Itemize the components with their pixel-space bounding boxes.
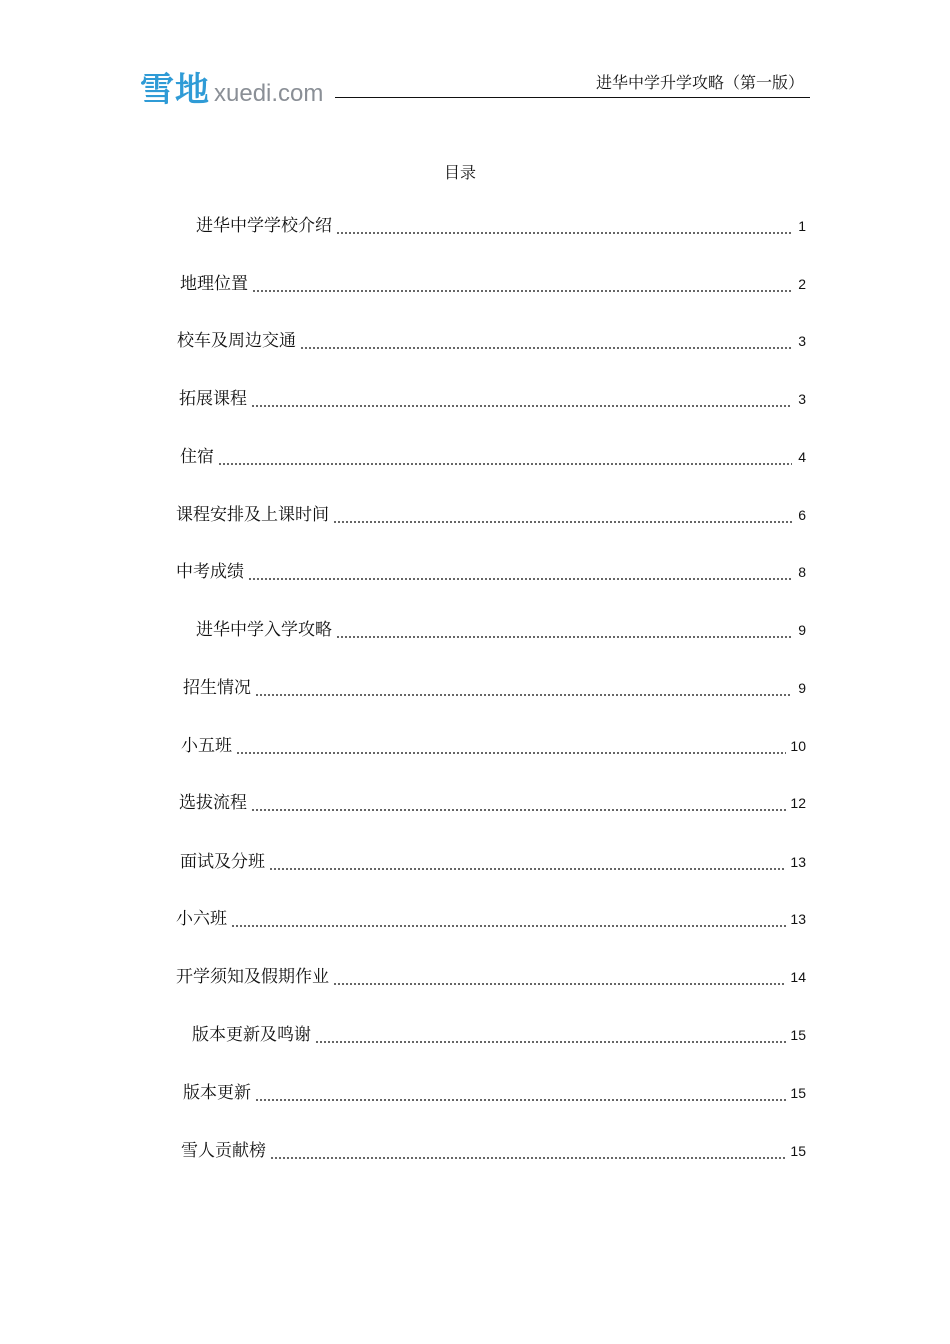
toc-entry[interactable] bbox=[179, 791, 806, 815]
toc-leader-dots bbox=[218, 445, 792, 469]
logo-chinese-text: 雪地 bbox=[140, 70, 210, 110]
toc-entry[interactable] bbox=[176, 965, 806, 989]
toc-leader-dots bbox=[300, 329, 792, 353]
toc-entry[interactable] bbox=[176, 503, 806, 527]
toc-leader-dots bbox=[251, 387, 792, 411]
toc-entry-page: 4 bbox=[798, 449, 806, 465]
toc-entry-label: 校车及周边交通 bbox=[177, 331, 296, 351]
logo-domain-text: xuedi.com bbox=[214, 80, 324, 107]
toc-entry-page: 10 bbox=[790, 738, 806, 754]
toc-entry[interactable] bbox=[176, 560, 806, 584]
toc-entry[interactable] bbox=[183, 676, 806, 700]
toc-entry-label: 版本更新 bbox=[183, 1083, 251, 1103]
toc-leader-dots bbox=[255, 676, 792, 700]
toc-entry-label: 进华中学学校介绍 bbox=[196, 216, 332, 236]
toc-leader-dots bbox=[255, 1081, 786, 1105]
toc-entry-page: 12 bbox=[790, 795, 806, 811]
toc-leader-dots bbox=[252, 272, 792, 296]
toc-entry-page: 6 bbox=[798, 507, 806, 523]
page-header bbox=[140, 60, 810, 110]
toc-entry-page: 15 bbox=[790, 1143, 806, 1159]
toc-leader-dots bbox=[236, 734, 786, 758]
toc-entry-label: 小六班 bbox=[176, 909, 227, 929]
toc-entry-label: 进华中学入学攻略 bbox=[196, 620, 332, 640]
toc-entry[interactable] bbox=[181, 1139, 806, 1163]
toc-leader-dots bbox=[333, 503, 792, 527]
toc-entry-page: 14 bbox=[790, 969, 806, 985]
toc-heading: 目录 bbox=[443, 163, 476, 182]
toc-entry[interactable] bbox=[179, 387, 806, 411]
toc-entry-page: 1 bbox=[798, 218, 806, 234]
toc-entry[interactable] bbox=[177, 329, 806, 353]
toc-entry-page: 9 bbox=[798, 622, 806, 638]
toc-entry-page: 2 bbox=[798, 276, 806, 292]
toc-entry[interactable] bbox=[196, 618, 806, 642]
toc-entry[interactable] bbox=[196, 214, 806, 238]
toc-leader-dots bbox=[270, 1139, 786, 1163]
toc-entry-label: 雪人贡献榜 bbox=[181, 1141, 266, 1161]
toc-entry[interactable] bbox=[192, 1023, 806, 1047]
toc-entry-page: 15 bbox=[790, 1027, 806, 1043]
toc-entry-label: 面试及分班 bbox=[180, 852, 265, 872]
toc-entry[interactable] bbox=[181, 734, 806, 758]
toc-entry-label: 课程安排及上课时间 bbox=[176, 505, 329, 525]
toc-leader-dots bbox=[336, 214, 792, 238]
toc-leader-dots bbox=[251, 791, 786, 815]
toc-leader-dots bbox=[333, 965, 786, 989]
toc-leader-dots bbox=[269, 850, 786, 874]
header-divider bbox=[335, 97, 810, 98]
toc-entry-page: 8 bbox=[798, 564, 806, 580]
toc-leader-dots bbox=[315, 1023, 786, 1047]
toc-entry[interactable] bbox=[180, 445, 806, 469]
toc-entry-page: 3 bbox=[798, 333, 806, 349]
toc-leader-dots bbox=[248, 560, 792, 584]
toc-entry-page: 13 bbox=[790, 854, 806, 870]
toc-entry-label: 开学须知及假期作业 bbox=[176, 967, 329, 987]
toc-entry-label: 招生情况 bbox=[183, 678, 251, 698]
toc-entry-label: 小五班 bbox=[181, 736, 232, 756]
toc-entry-label: 选拔流程 bbox=[179, 793, 247, 813]
toc-entry-page: 3 bbox=[798, 391, 806, 407]
document-title: 进华中学升学攻略（第一版） bbox=[595, 73, 804, 92]
toc-entry-page: 15 bbox=[790, 1085, 806, 1101]
toc-leader-dots bbox=[336, 618, 792, 642]
toc-entry-label: 中考成绩 bbox=[176, 562, 244, 582]
toc-entry[interactable] bbox=[176, 907, 806, 931]
toc-leader-dots bbox=[231, 907, 786, 931]
toc-entry[interactable] bbox=[180, 850, 806, 874]
toc-entry-label: 地理位置 bbox=[180, 274, 248, 294]
toc-entry[interactable] bbox=[183, 1081, 806, 1105]
toc-entry-page: 13 bbox=[790, 911, 806, 927]
toc-entry-label: 版本更新及鸣谢 bbox=[192, 1025, 311, 1045]
toc-entry-page: 9 bbox=[798, 680, 806, 696]
toc-entry[interactable] bbox=[180, 272, 806, 296]
toc-entry-label: 拓展课程 bbox=[179, 389, 247, 409]
xuedi-logo bbox=[140, 62, 323, 111]
toc-entry-label: 住宿 bbox=[180, 447, 214, 467]
